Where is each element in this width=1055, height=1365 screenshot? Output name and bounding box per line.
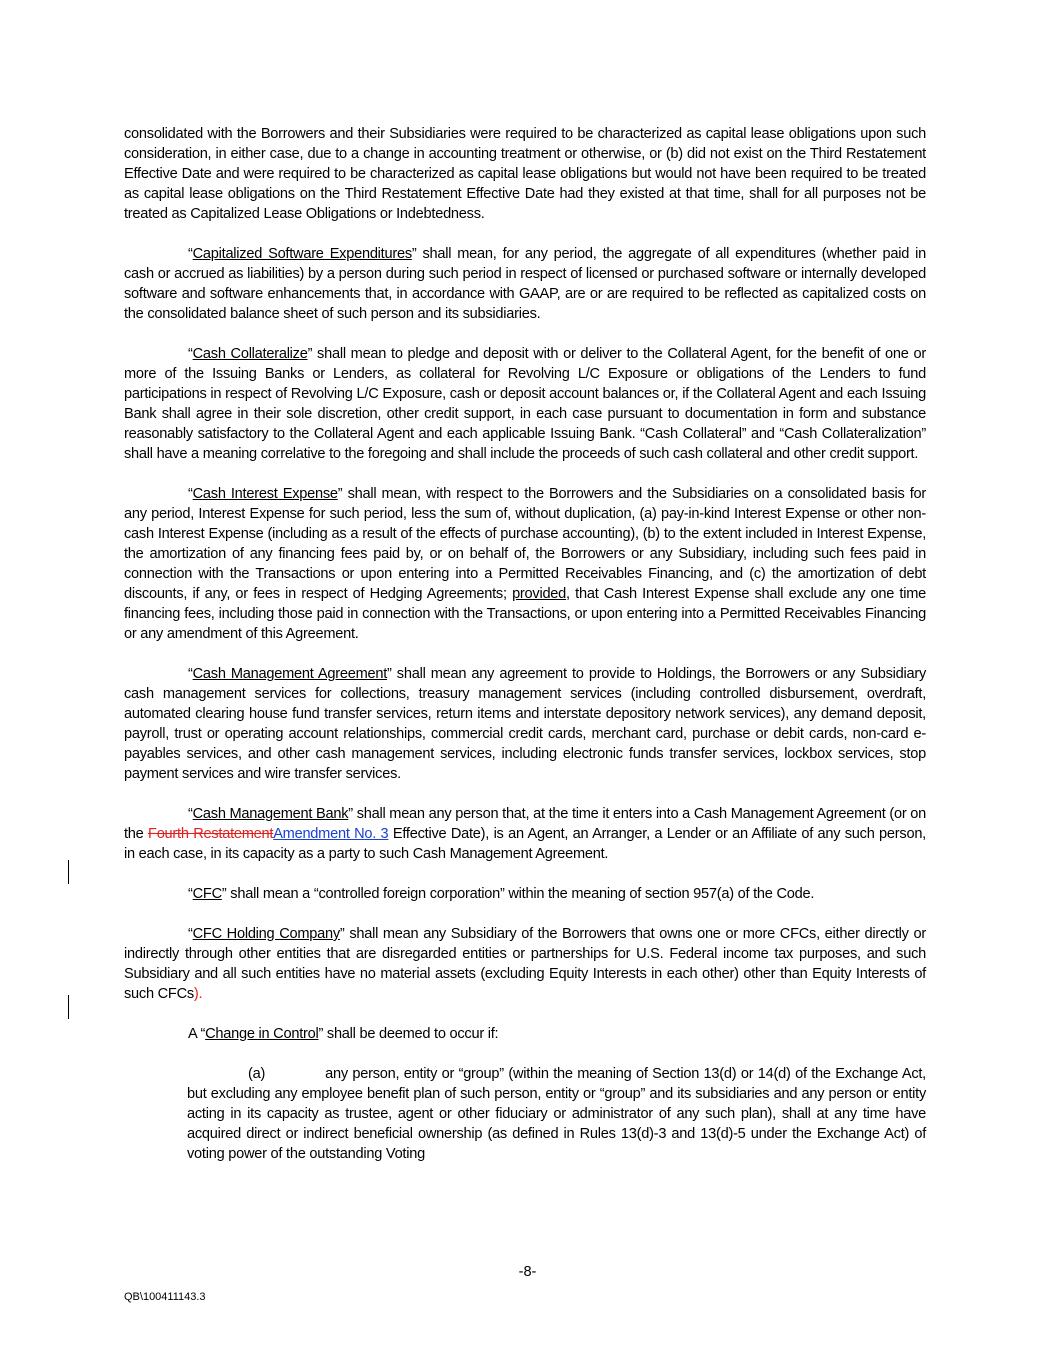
deleted-text: Fourth Restatement xyxy=(148,826,274,842)
defined-term: CFC Holding Company xyxy=(192,926,340,942)
definition-text: ” shall mean a “controlled foreign corporation” within the meaning of section 957(a) of the Code. xyxy=(221,886,815,902)
defined-term: Capitalized Software Expenditures xyxy=(192,246,412,262)
definition-capitalized-software-expenditures xyxy=(124,244,926,324)
definition-change-in-control xyxy=(124,1024,926,1044)
definition-text: ” shall mean any person that, at the time it enters into a Cash Management Agreement (or on the xyxy=(124,806,927,842)
defined-term: Cash Collateralize xyxy=(192,346,308,362)
defined-term: Cash Management Agreement xyxy=(192,666,388,682)
clause-a xyxy=(187,1064,926,1164)
clause-text: any person, entity or “group” (within the meaning of Section 13(d) or 14(d) of the Exchange Act, but excluding any employee benefit plan of such person, entity or “group” and its subsidiaries and any person or entity acting in its capacity as trustee, agent or other fiduciary or administrator of any such plan), shall at any time have acquired direct or indirect beneficial ownership (as defined in Rules 13(d)-3 and 13(d)-5 under the Exchange Act) of voting power of the outstanding Voting xyxy=(187,1066,926,1162)
revision-period: . xyxy=(198,986,203,1002)
defined-term: CFC xyxy=(192,886,222,902)
paragraph-capital-lease-continuation xyxy=(124,124,926,224)
document-body xyxy=(124,124,926,1184)
definition-text: ” shall mean, for any period, the aggregate of all expenditures (whether paid in cash or accrued as liabilities) by a person during such period in respect of licensed or purchased software or internally developed software and software enhancements that, in accordance with GAAP, are or are required to be reflected as capitalized costs on the consolidated balance sheet of such person and its subsidiaries. xyxy=(124,246,926,322)
definition-text: ” shall mean to pledge and deposit with or deliver to the Collateral Agent, for the benefit of one or more of the Issuing Banks or Lenders, as collateral for Revolving L/C Exposure or obligations of the Lenders to fund participations in respect of Revolving L/C Exposure, cash or deposit account balances or, if the Collateral Agent and each Issuing Bank shall agree in their sole discretion, other credit support, in each case pursuant to documentation in form and substance reasonably satisfactory to the Collateral Agent and each applicable Issuing Bank. “Cash Collateral” and “Cash Collateralization” shall have a meaning correlative to the foregoing and shall include the proceeds of such cash collateral and other credit support. xyxy=(124,346,926,462)
paragraph-text: consolidated with the Borrowers and their Subsidiaries were required to be characterized as capital lease obligations upon such consideration, in either case, due to a change in accounting treatment or otherwise, or (b) did not exist on the Third Restatement Effective Date and were required to be characterized as capital lease obligations but would not have been required to be treated as capital lease obligations on the Third Restatement Effective Date had they existed at that time, shall for all purposes not be treated as Capitalized Lease Obligations or Indebtedness. xyxy=(124,126,926,222)
quote-open: “ xyxy=(188,666,193,682)
inserted-text: Amendment No. 3 xyxy=(273,826,389,842)
definition-text-continued: Effective Date), is an Agent, an Arranger, a Lender or an Affiliate of any such person, in each case, in its capacity as a party to such Cash Management Agreement. xyxy=(124,826,926,862)
page-number: -8- xyxy=(518,1264,537,1280)
quote-open: “ xyxy=(188,886,193,902)
quote-open: “ xyxy=(188,246,193,262)
definition-text: ” shall mean, with respect to the Borrowers and the Subsidiaries on a consolidated basis for any period, Interest Expense for such period, less the sum of, without duplication, (a) pay-in-kind Interest Expense or other non-cash Interest Expense (including as a result of the effects of purchase accounting), (b) to the extent included in Interest Expense, the amortization of any financing fees paid by, or on behalf of, the Borrowers or any Subsidiary, including such fees paid in connection with the Transactions or upon entering into a Permitted Receivables Financing, and (c) the amortization of debt discounts, if any, or fees in respect of Hedging Agreements; xyxy=(124,486,926,602)
clause-label: (a) xyxy=(248,1066,266,1082)
change-bar xyxy=(68,860,69,884)
quote-open: “ xyxy=(188,806,193,822)
quote-open: “ xyxy=(188,926,193,942)
provided-term: provided xyxy=(512,586,567,602)
definition-text: ” shall mean any Subsidiary of the Borrowers that owns one or more CFCs, either directly or indirectly through other entities that are disregarded entities or partnerships for U.S. Federal income tax purposes, and such Subsidiary and all such entities have no material assets (excluding Equity Interests in each other) other than Equity Interests of such CFCs xyxy=(124,926,926,1002)
defined-term: Change in Control xyxy=(205,1026,319,1042)
definition-cash-collateralize xyxy=(124,344,926,464)
definition-cfc-holding-company xyxy=(124,924,926,1004)
defined-term: Cash Interest Expense xyxy=(192,486,338,502)
definition-cash-management-agreement xyxy=(124,664,926,784)
definition-text-continued: , that Cash Interest Expense shall exclude any one time financing fees, including those paid in connection with the Transactions, or upon entering into a Permitted Receivables Financing or any amendment of this Agreement. xyxy=(124,586,926,642)
change-bar xyxy=(68,995,69,1019)
document-id: QB\100411143.3 xyxy=(124,1291,206,1303)
quote-open: “ xyxy=(188,346,193,362)
defined-term: Cash Management Bank xyxy=(192,806,349,822)
definition-cash-interest-expense xyxy=(124,484,926,644)
definition-text: ” shall mean any agreement to provide to Holdings, the Borrowers or any Subsidiary cash management services for collections, treasury management services (including controlled disbursement, overdraft, automated clearing house fund transfer services, return items and interstate depository network services), any demand deposit, payroll, trust or operating account relationships, commercial credit cards, merchant card, purchase or debit cards, non-card e-payables services, and other cash management services, including electronic funds transfer services, lockbox services, stop payment services and wire transfer services. xyxy=(124,666,926,782)
revision-mark: ) xyxy=(193,986,199,1002)
quote-open: A “ xyxy=(188,1026,206,1042)
definition-text: ” shall be deemed to occur if: xyxy=(318,1026,499,1042)
definition-cash-management-bank xyxy=(124,804,926,864)
definition-cfc xyxy=(124,884,926,904)
quote-open: “ xyxy=(188,486,193,502)
